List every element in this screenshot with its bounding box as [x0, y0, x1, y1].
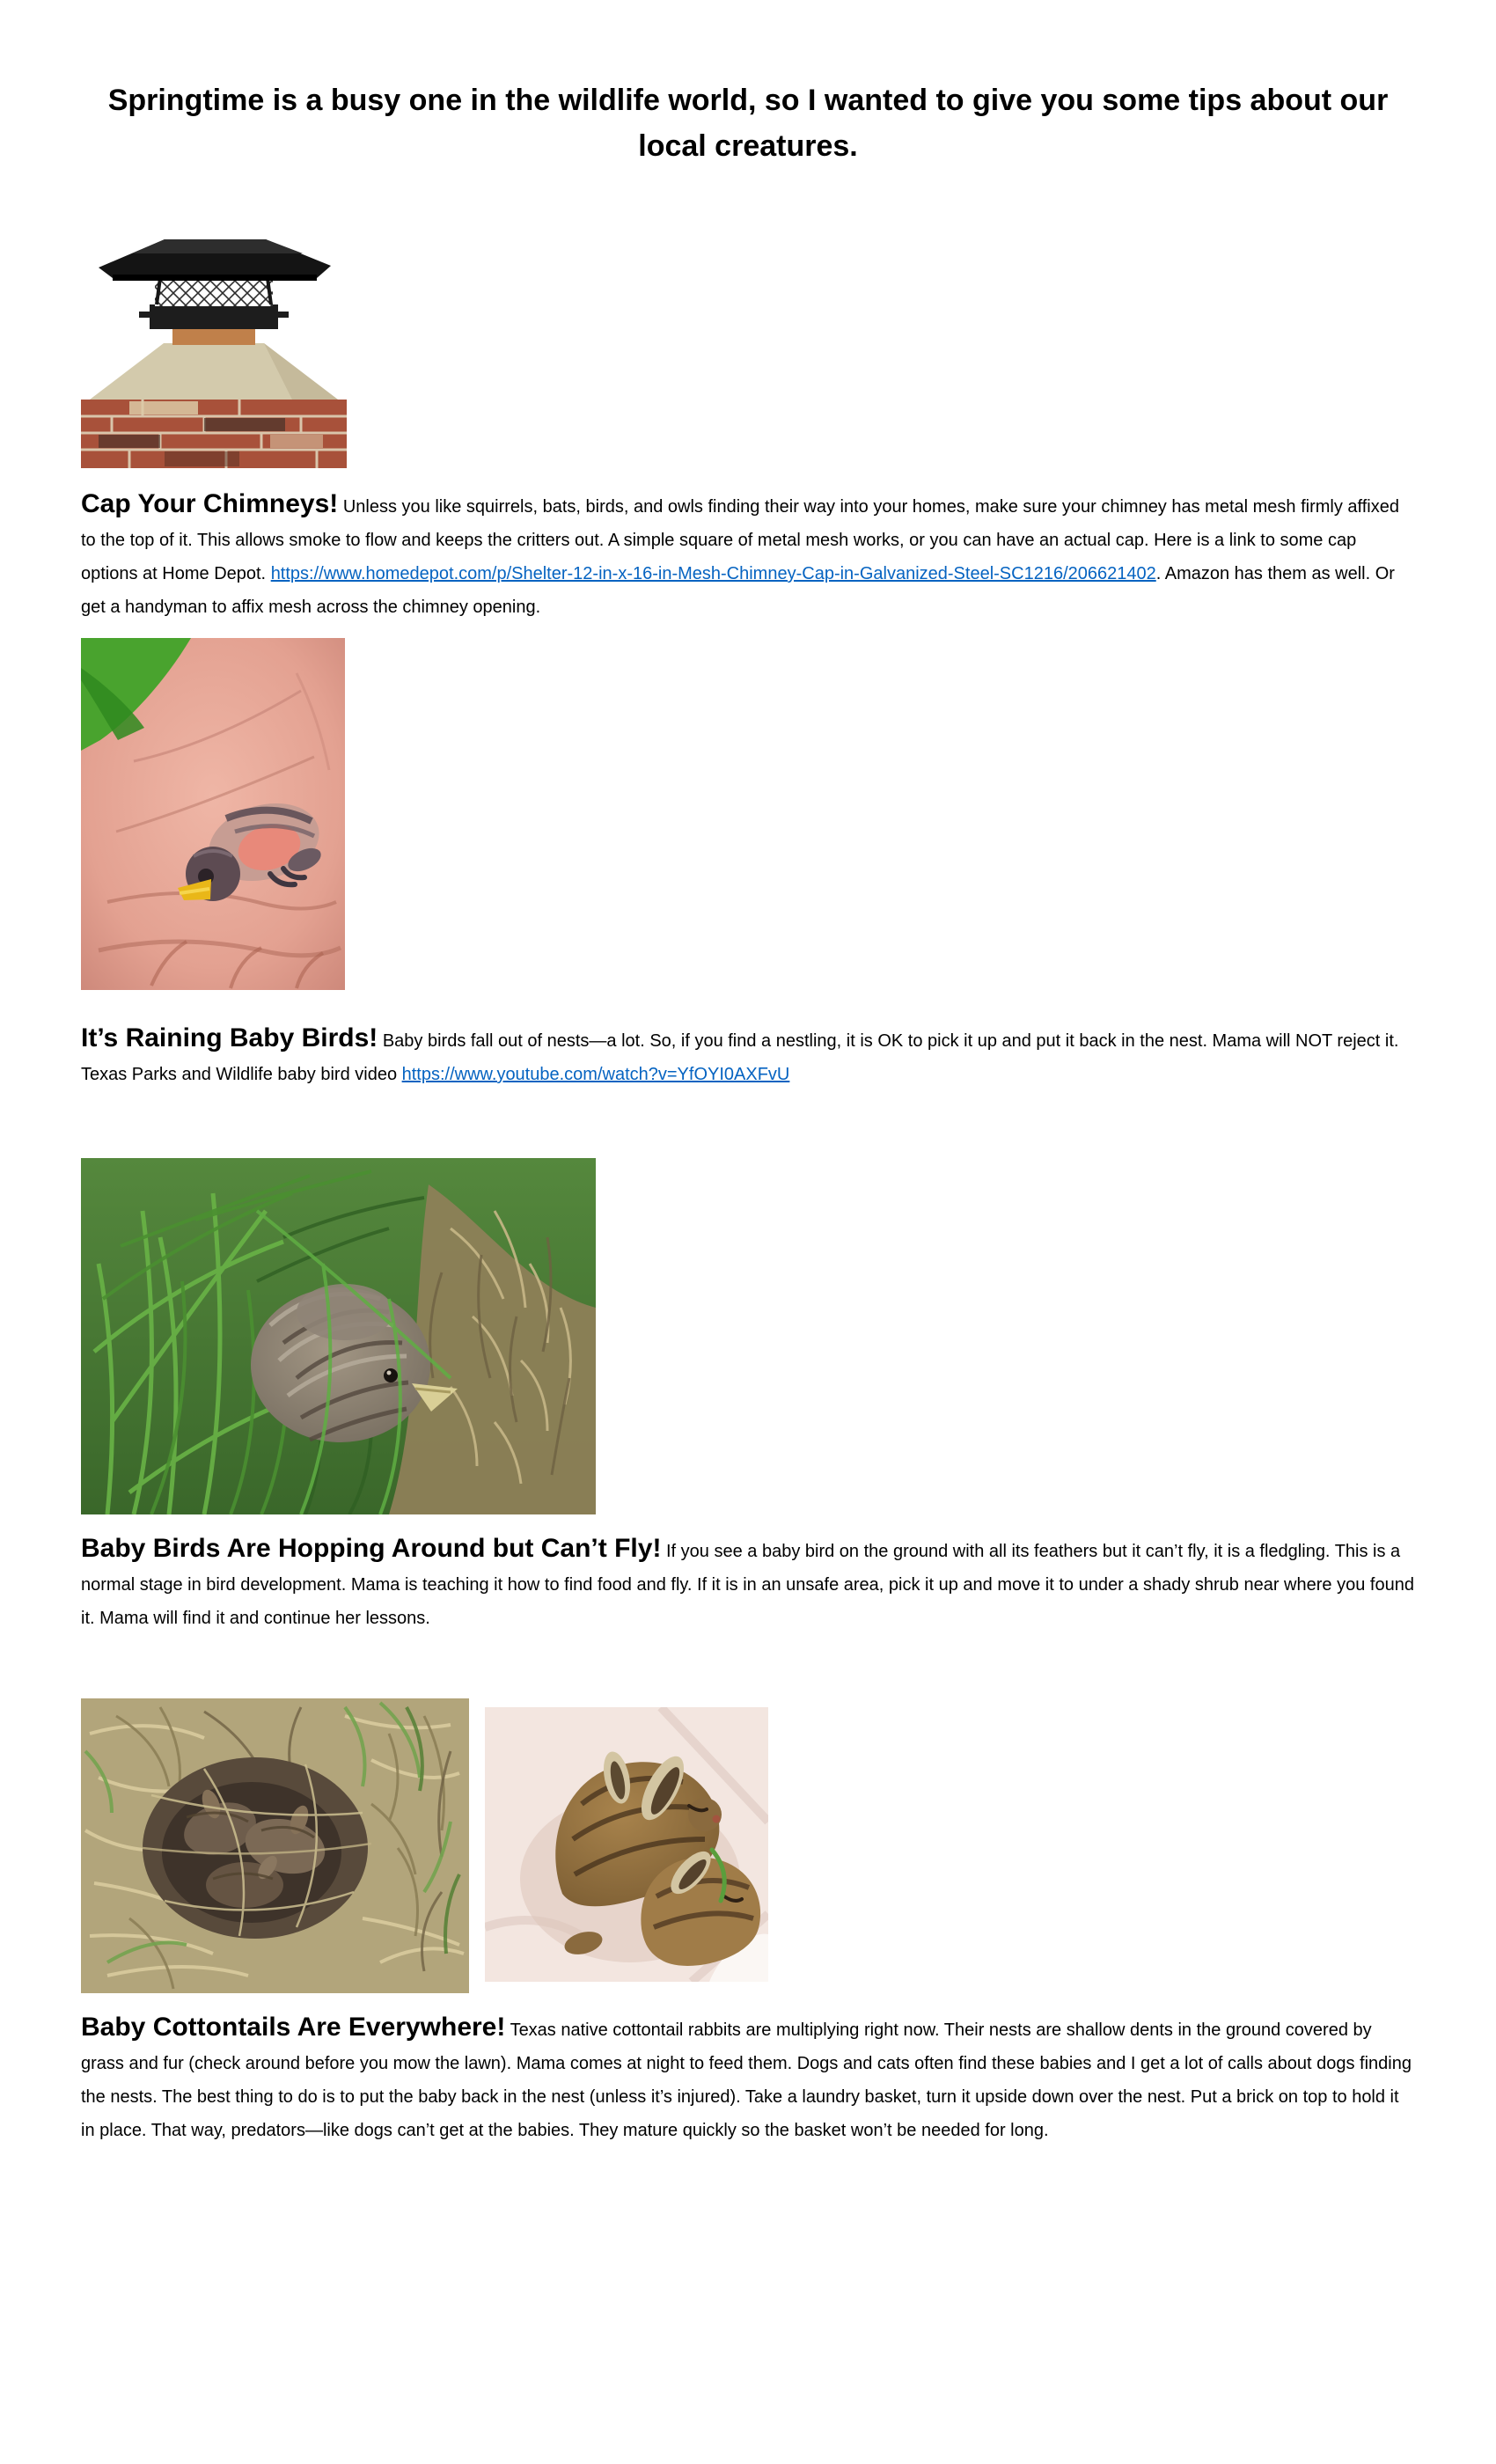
- section-text-chimneys-2: . Amazon has them as well. Or get a handyman to affix mesh across the chimney opening.: [81, 564, 1395, 617]
- section-text-chimneys-1: Unless you like squirrels, bats, birds, and owls finding their way into your homes, make sure your chimney has metal mesh firmly affixed to the top of it. This allows smoke to flow and keeps the critters out. A simple square of metal mesh works, or you can have an actual cap. Here is a link to some cap options at Home Depot.: [81, 497, 1399, 583]
- document-content: [0, 77, 1496, 2147]
- fledgling-in-grass-illustration: [81, 1158, 596, 1514]
- document-title: Springtime is a busy one in the wildlife world, so I wanted to give you some tips about our local creatures.: [107, 84, 1389, 163]
- section-text-raining-1: Baby birds fall out of nests—a lot. So, if you find a nestling, it is OK to pick it up and put it back in the nest. Mama will NOT reject it. Texas Parks and Wildlife baby bird video: [81, 1031, 1399, 1084]
- section-heading-raining: It’s Raining Baby Birds!: [81, 1023, 378, 1052]
- youtube-link[interactable]: https://www.youtube.com/watch?v=YfOYI0AXFvU: [401, 1065, 790, 1084]
- section-chimneys: [81, 488, 1415, 624]
- rabbit-nest-photo: [81, 1698, 469, 1993]
- section-heading-hopping: Baby Birds Are Hopping Around but Can’t Fly!: [81, 1534, 662, 1563]
- section-text-hopping-1: If you see a baby bird on the ground with all its feathers but it can’t fly, it is a fledgling. This is a normal stage in bird development. Mama is teaching it how to find food and fly. If it is in an unsafe area, pick it up and move it to under a shady shrub near where you found it. Mama will find it and continue her lessons.: [81, 1542, 1414, 1628]
- section-heading-chimneys: Cap Your Chimneys!: [81, 489, 339, 518]
- cottontail-photos-row: [81, 1698, 1415, 1993]
- chimney-cap-illustration: [81, 213, 347, 468]
- chimney-cap-photo: [81, 213, 347, 468]
- homedepot-link[interactable]: https://www.homedepot.com/p/Shelter-12-in-x-16-in-Mesh-Chimney-Cap-in-Galvanized-Steel-SC1216/206621402: [270, 564, 1156, 583]
- baby-bunnies-illustration: [485, 1707, 768, 1982]
- section-text-cottontails-1: Texas native cottontail rabbits are multiplying right now. Their nests are shallow dents in the ground covered by grass and fur (check around before you mow the lawn). Mama comes at night to feed them. Dogs and cats often find these babies and I get a lot of calls about dogs finding the nests. The best thing to do is to put the baby back in the nest (unless it’s injured). Take a laundry basket, turn it upside down over the nest. Put a brick on top to hold it in place. That way, predators—like dogs can’t get at the babies. They mature quickly so the basket won’t be needed for long.: [81, 2020, 1412, 2140]
- rabbit-nest-illustration: [81, 1698, 469, 1993]
- section-heading-cottontails: Baby Cottontails Are Everywhere!: [81, 2013, 506, 2042]
- nestling-in-hand-illustration: [81, 638, 345, 990]
- baby-bunnies-photo: [485, 1707, 768, 1982]
- fledgling-in-grass-photo: [81, 1158, 596, 1514]
- section-hopping: [81, 1532, 1415, 1635]
- section-raining: [81, 1022, 1415, 1091]
- nestling-in-hand-photo: [81, 638, 345, 990]
- section-cottontails: [81, 2011, 1415, 2147]
